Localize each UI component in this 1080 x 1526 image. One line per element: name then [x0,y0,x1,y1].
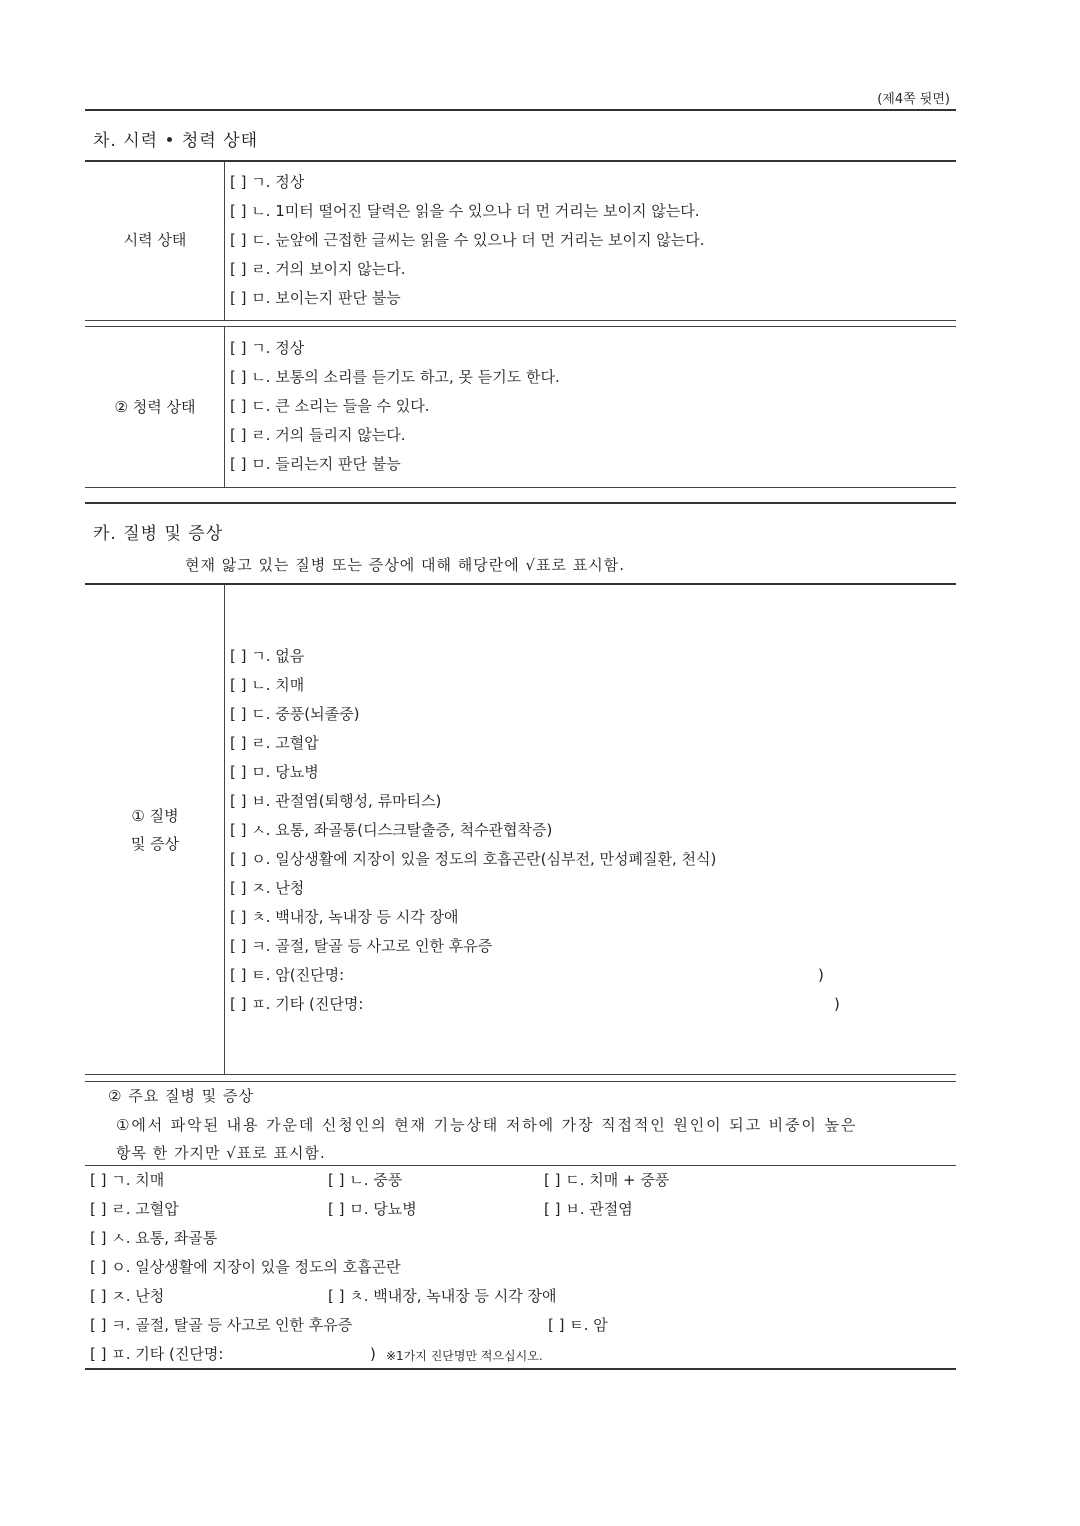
main-other-note: ※1가지 진단명만 적으십시오. [386,1349,543,1363]
top-rule [85,109,956,111]
main-desc-line1: ①에서 파악된 내용 가운데 신청인의 현재 기능상태 저하에 가장 직접적인 원인이 되고 비중이 높은 [116,1116,858,1134]
main-options-rule [85,1165,956,1166]
main-title: ② 주요 질병 및 증상 [108,1087,254,1105]
hearing-label: ② 청력 상태 [114,398,196,416]
vision-option-3[interactable]: [ ] ㄷ. 눈앞에 근접한 글씨는 읽을 수 있으나 더 먼 거리는 보이지 않는다. [230,231,705,249]
disease-option-1[interactable]: [ ] ㄱ. 없음 [230,647,305,665]
cancer-close-paren: ) [818,966,824,984]
hearing-option-1[interactable]: [ ] ㄱ. 정상 [230,339,305,357]
disease-bottom-rule [85,1074,956,1075]
vision-option-2[interactable]: [ ] ㄴ. 1미터 떨어진 달력은 읽을 수 있으나 더 먼 거리는 보이지 않는다. [230,202,700,220]
main-option-fracture[interactable]: [ ] ㅋ. 골절, 탈골 등 사고로 인한 후유증 [90,1316,353,1334]
vision-bottom-rule [85,320,956,321]
vision-divider [224,161,225,320]
disease-option-11[interactable]: [ ] ㅋ. 골절, 탈골 등 사고로 인한 후유증 [230,937,493,955]
ka-top-rule [85,502,956,504]
vision-option-5[interactable]: [ ] ㅁ. 보이는지 판단 불능 [230,289,401,307]
hearing-option-5[interactable]: [ ] ㅁ. 들리는지 판단 불능 [230,455,401,473]
hearing-option-3[interactable]: [ ] ㄷ. 큰 소리는 들을 수 있다. [230,397,430,415]
main-option-arthritis[interactable]: [ ] ㅂ. 관절염 [544,1200,633,1218]
other-close-paren: ) [834,995,840,1013]
disease-option-5[interactable]: [ ] ㅁ. 당뇨병 [230,763,319,781]
disease-option-2[interactable]: [ ] ㄴ. 치매 [230,676,305,694]
main-desc-line2: 항목 한 가지만 √표로 표시함. [116,1144,326,1162]
page-note: (제4쪽 뒷면) [877,92,950,107]
vision-option-4[interactable]: [ ] ㄹ. 거의 보이지 않는다. [230,260,406,278]
section-ka-title: 카. 질병 및 증상 [93,524,224,544]
main-option-dementia[interactable]: [ ] ㄱ. 치매 [90,1171,165,1189]
main-option-dyspnea[interactable]: [ ] ㅇ. 일상생활에 지장이 있을 정도의 호흡곤란 [90,1258,401,1276]
main-option-hypertension[interactable]: [ ] ㄹ. 고혈압 [90,1200,179,1218]
disease-label-line2: 및 증상 [130,835,180,853]
hearing-divider [224,327,225,487]
cha-bottom-rule [85,487,956,488]
disease-option-7[interactable]: [ ] ㅅ. 요통, 좌골통(디스크탈출증, 척수관협착증) [230,821,553,839]
hearing-top-rule [85,326,956,327]
main-option-stroke[interactable]: [ ] ㄴ. 중풍 [328,1171,403,1189]
main-option-dementia-stroke[interactable]: [ ] ㄷ. 치매 + 중풍 [544,1171,670,1189]
main-top-rule [85,1081,956,1082]
main-other-close-paren: ) [370,1345,376,1363]
section-cha-title: 차. 시력 • 청력 상태 [93,131,259,151]
main-option-diabetes[interactable]: [ ] ㅁ. 당뇨병 [328,1200,417,1218]
disease-option-10[interactable]: [ ] ㅊ. 백내장, 녹내장 등 시각 장애 [230,908,459,926]
bottom-rule [85,1368,956,1370]
main-option-hearing-loss[interactable]: [ ] ㅈ. 난청 [90,1287,165,1305]
cha-top-rule [85,160,956,162]
disease-option-6[interactable]: [ ] ㅂ. 관절염(퇴행성, 류마티스) [230,792,442,810]
disease-option-9[interactable]: [ ] ㅈ. 난청 [230,879,305,897]
main-option-cancer[interactable]: [ ] ㅌ. 암 [548,1316,608,1334]
hearing-option-2[interactable]: [ ] ㄴ. 보통의 소리를 듣기도 하고, 못 듣기도 한다. [230,368,560,386]
disease-option-4[interactable]: [ ] ㄹ. 고혈압 [230,734,319,752]
main-option-visual-impairment[interactable]: [ ] ㅊ. 백내장, 녹내장 등 시각 장애 [328,1287,557,1305]
disease-divider [224,584,225,1074]
vision-label: 시력 상태 [123,231,187,249]
vision-option-1[interactable]: [ ] ㄱ. 정상 [230,173,305,191]
disease-label-line1: ① 질병 [131,807,179,825]
disease-option-8[interactable]: [ ] ㅇ. 일상생활에 지장이 있을 정도의 호흡곤란(심부전, 만성폐질환, 천식) [230,850,717,868]
disease-option-12[interactable]: [ ] ㅌ. 암(진단명: [230,966,345,984]
ka-instruction: 현재 앓고 있는 질병 또는 증상에 대해 해당란에 √표로 표시함. [185,556,626,574]
disease-option-3[interactable]: [ ] ㄷ. 중풍(뇌졸중) [230,705,360,723]
main-option-other[interactable]: [ ] ㅍ. 기타 (진단명: [90,1345,224,1363]
main-option-back-pain[interactable]: [ ] ㅅ. 요통, 좌골통 [90,1229,218,1247]
hearing-option-4[interactable]: [ ] ㄹ. 거의 들리지 않는다. [230,426,406,444]
ka-table-top-rule [85,583,956,585]
disease-option-13[interactable]: [ ] ㅍ. 기타 (진단명: [230,995,364,1013]
